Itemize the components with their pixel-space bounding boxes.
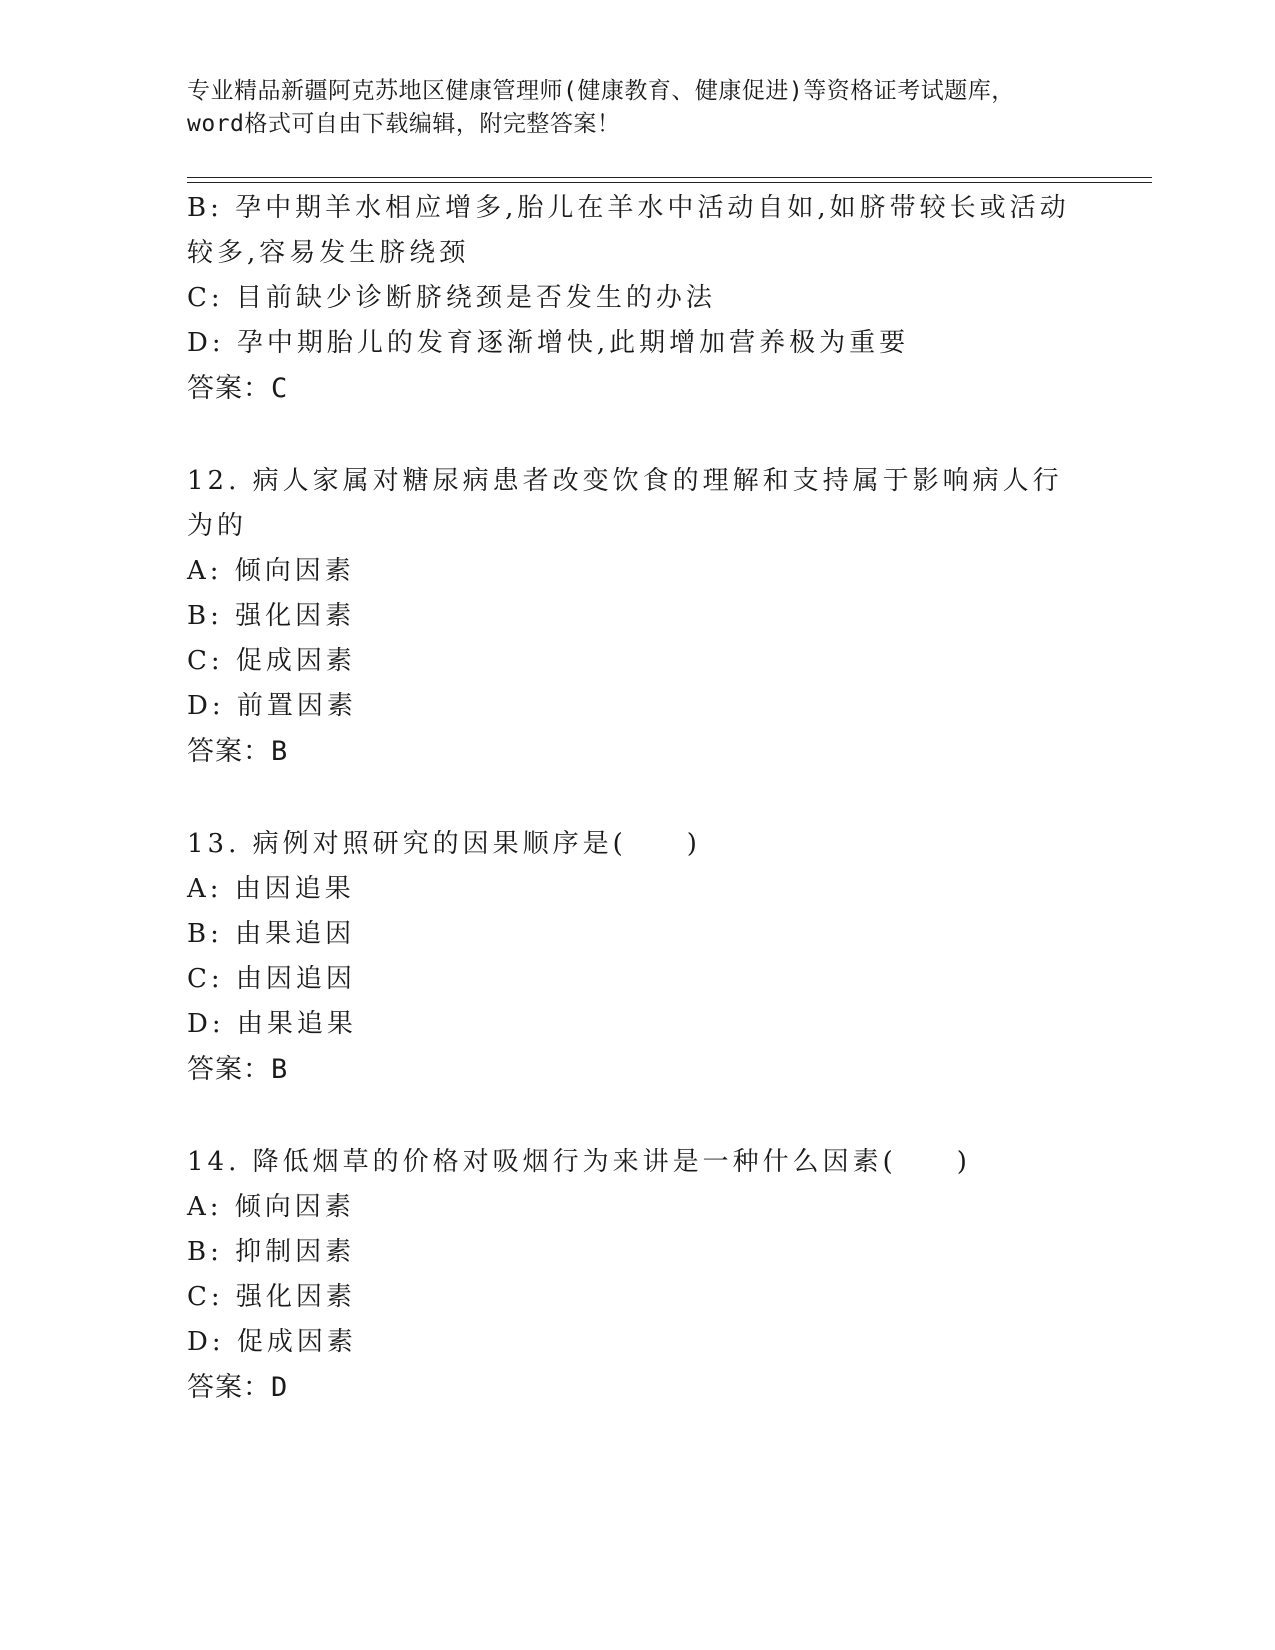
option-a: A: 倾向因素 — [187, 556, 355, 586]
option-c: C: 目前缺少诊断脐绕颈是否发生的办法 — [187, 283, 716, 313]
header-divider-top — [187, 177, 1152, 178]
question-12 — [187, 459, 1087, 774]
option-d: D: 前置因素 — [187, 691, 357, 721]
answer-line: 答案：B — [187, 1054, 289, 1085]
option-b: B: 抑制因素 — [187, 1237, 356, 1267]
header-divider-bottom — [187, 182, 1152, 183]
option-c: C: 强化因素 — [187, 1282, 356, 1312]
question-stem: 14. 降低烟草的价格对吸烟行为来讲是一种什么因素( ) — [187, 1147, 971, 1177]
header-line-2: word格式可自由下载编辑，附完整答案！ — [187, 111, 621, 137]
option-c: C: 促成因素 — [187, 646, 356, 676]
option-c: C: 由因追因 — [187, 964, 356, 994]
question-list — [187, 186, 1087, 1410]
answer-line: 答案：C — [187, 373, 289, 404]
option-b: B: 强化因素 — [187, 601, 356, 631]
option-d: D: 促成因素 — [187, 1327, 357, 1357]
option-b: B: 由果追因 — [187, 919, 356, 949]
option-b: B: 孕中期羊水相应增多,胎儿在羊水中活动自如,如脐带较长或活动较多,容易发生脐绕颈 — [187, 193, 1070, 268]
header-line-1: 专业精品新疆阿克苏地区健康管理师(健康教育、健康促进)等资格证考试题库， — [187, 78, 1015, 104]
question-11-continued — [187, 186, 1087, 411]
document-header — [187, 75, 1067, 141]
option-a: A: 倾向因素 — [187, 1192, 355, 1222]
question-13 — [187, 822, 1087, 1092]
question-stem: 13. 病例对照研究的因果顺序是( ) — [187, 829, 701, 859]
option-d: D: 由果追果 — [187, 1009, 357, 1039]
answer-line: 答案：B — [187, 736, 289, 767]
question-stem: 12. 病人家属对糖尿病患者改变饮食的理解和支持属于影响病人行为的 — [187, 466, 1063, 541]
question-14 — [187, 1140, 1087, 1410]
option-d: D: 孕中期胎儿的发育逐渐增快,此期增加营养极为重要 — [187, 328, 910, 358]
option-a: A: 由因追果 — [187, 874, 355, 904]
answer-line: 答案：D — [187, 1372, 289, 1403]
